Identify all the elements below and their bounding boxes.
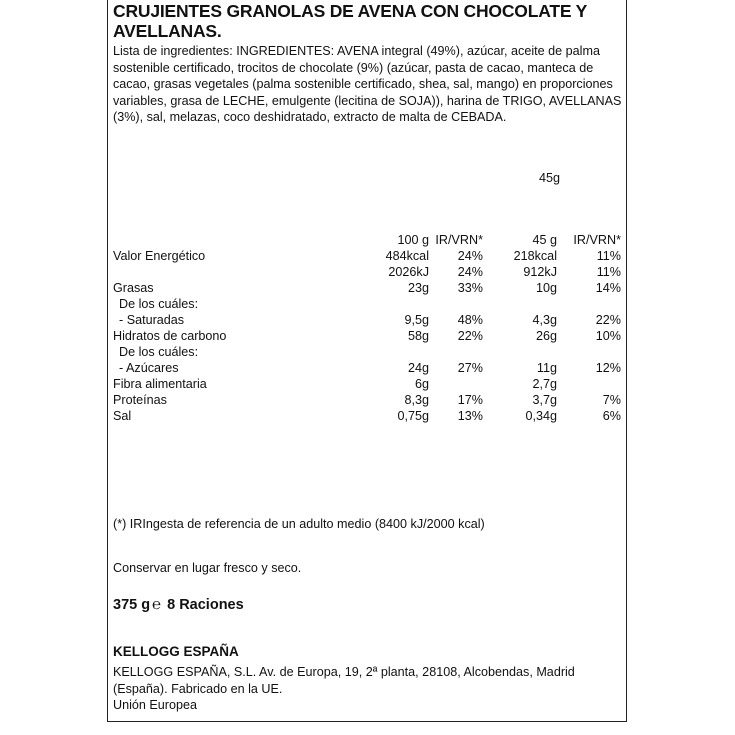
ir-per-serving: 14% [595,281,621,295]
nutrition-header-row [113,232,625,248]
value-per-serving: 26g [535,329,557,343]
ir-per-100g: 27% [457,361,483,375]
ir-per-serving: 11% [596,249,621,263]
nutrient-label: Fibra alimentaria [113,377,207,391]
value-per-serving: 912kJ [523,265,557,279]
value-per-100g: 0,75g [397,409,429,423]
company-name: KELLOGG ESPAÑA [113,644,239,659]
ir-per-100g: 48% [457,313,483,327]
net-quantity [113,596,244,613]
product-title [113,1,623,41]
nutrient-label: Proteínas [113,393,167,407]
ir-per-100g: 17% [457,393,483,407]
header-ir-100g: IR/VRN* [435,233,483,247]
value-per-serving: 218kcal [513,249,557,263]
nutrition-row [113,392,625,408]
nutrition-row [113,248,625,264]
net-weight: 375 g [113,596,151,613]
nutrition-row [113,376,625,392]
reference-intake-footnote: (*) IRIngesta de referencia de un adulto medio (8400 kJ/2000 kcal) [113,517,485,531]
ir-per-serving: 22% [595,313,621,327]
nutrient-label: De los cuáles: [119,297,199,311]
portions-count: 8 Raciones [167,596,244,613]
value-per-100g: 2026kJ [388,265,429,279]
nutrition-row [113,280,625,296]
value-per-serving: 0,34g [525,409,557,423]
nutrient-label: Grasas [113,281,154,295]
ir-per-100g: 33% [457,281,483,295]
product-title-line-1: CRUJIENTES GRANOLAS DE AVENA CON CHOCOLATE Y [113,1,588,21]
value-per-serving: 4,3g [532,313,557,327]
storage-instructions: Conservar en lugar fresco y seco. [113,561,302,575]
nutrition-row [113,296,625,312]
ir-per-serving: 12% [595,361,621,375]
ir-per-serving: 10% [595,329,621,343]
ir-per-100g: 24% [457,265,483,279]
origin-label: Unión Europea [113,698,198,712]
value-per-serving: 10g [535,281,557,295]
value-per-100g: 6g [414,377,429,391]
value-per-serving: 2,7g [532,377,557,391]
nutrition-row [113,312,625,328]
nutrition-table [113,232,625,424]
nutrient-label: De los cuáles: [119,345,199,359]
nutrition-row [113,264,625,280]
product-title-line-2: AVELLANAS. [113,21,222,41]
estimated-sign-icon: ℮ [152,596,162,613]
value-per-100g: 23g [407,281,429,295]
value-per-100g: 9,5g [404,313,429,327]
ir-per-serving: 6% [602,409,621,423]
nutrient-label: Hidratos de carbono [113,329,227,343]
nutrient-label: - Saturadas [119,313,185,327]
value-per-100g: 8,3g [404,393,429,407]
ir-per-serving: 7% [602,393,621,407]
value-per-100g: 484kcal [385,249,429,263]
ir-per-100g: 24% [457,249,483,263]
ir-per-100g: 22% [457,329,483,343]
nutrition-row [113,408,625,424]
nutrient-label: - Azúcares [119,361,179,375]
serving-size-label: 45g [539,171,561,185]
ir-per-serving: 11% [596,265,621,279]
nutrient-label: Valor Energético [113,249,206,263]
value-per-serving: 3,7g [532,393,557,407]
nutrient-label: Sal [113,409,132,423]
nutrition-row [113,344,625,360]
company-address: KELLOGG ESPAÑA, S.L. Av. de Europa, 19, 2ª planta, 28108, Alcobendas, Madrid (España). Fabricado en la UE. [113,665,575,696]
value-per-serving: 11g [536,361,557,375]
header-per-serving: 45 g [532,233,557,247]
nutrition-row [113,360,625,376]
header-ir-serving: IR/VRN* [573,233,621,247]
ir-per-100g: 13% [457,409,483,423]
nutrition-row [113,328,625,344]
ingredients-list: Lista de ingredientes: INGREDIENTES: AVENA integral (49%), azúcar, aceite de palma sostenible certificado, trocitos de chocolate (9%) (azúcar, pasta de cacao, manteca de cacao, grasas vegetales (palma sostenible certificado, shea, sal, mango) en proporciones variables, grasa de LECHE, emulgente (lecitina de SOJA)), harina de TRIGO, AVELLANAS (3%), sal, melazas, coco deshidratado, extracto de malta de CEBADA. [113,44,622,124]
header-per-100g: 100 g [397,233,429,247]
value-per-100g: 58g [407,329,429,343]
value-per-100g: 24g [407,361,429,375]
